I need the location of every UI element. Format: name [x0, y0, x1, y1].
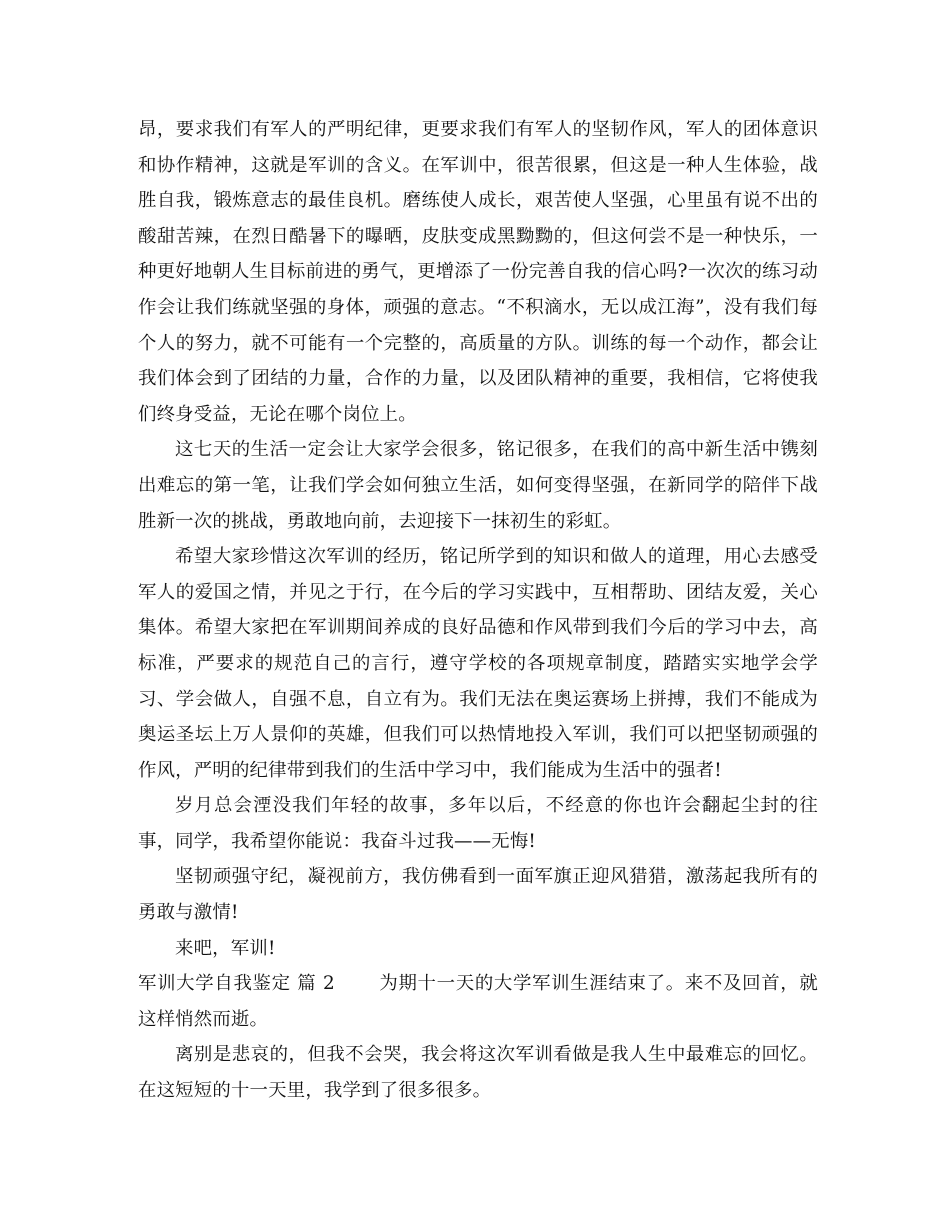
section-2 — [138, 966, 818, 1037]
paragraph-years: 岁月总会湮没我们年轻的故事，多年以后，不经意的你也许会翻起尘封的往事，同学，我希望你能说：我奋斗过我——无悔! — [138, 795, 818, 852]
paragraph-farewell: 离别是悲哀的，但我不会哭，我会将这次军训看做是我人生中最难忘的回忆。在这短短的十一天里，我学到了很多很多。 — [138, 1044, 818, 1102]
paragraph-seven-days: 这七天的生活一定会让大家学会很多，铭记很多，在我们的高中新生活中镌刻出难忘的第一笔，让我们学会如何独立生活，如何变得坚强，在新同学的陪伴下战胜新一次的挑战，勇敢地向前，去迎接下一抹初生的彩虹。 — [138, 439, 818, 532]
paragraph-come-on: 来吧，军训! — [175, 937, 276, 959]
section-2-heading: 军训大学自我鉴定 篇 2 — [138, 973, 335, 995]
section-2-lead-text: 为期十一天的大学军训生涯结束了。来不及回首，就这样悄然而逝。 — [138, 973, 818, 1030]
document-body — [138, 112, 818, 1109]
paragraph-continuation: 昂，要求我们有军人的严明纪律，更要求我们有军人的坚韧作风，军人的团体意识和协作精神，这就是军训的含义。在军训中，很苦很累，但这是一种人生体验，战胜自我，锻炼意志的最佳良机。磨练使人成长，艰苦使人坚强，心里虽有说不出的酸甜苦辣，在烈日酷暑下的曝晒，皮肤变成黑黝黝的，但这何尝不是一种快乐，一种更好地朝人生目标前进的勇气，更增添了一份完善自我的信心吗?一次次的练习动作会让我们练就坚强的身体，顽强的意志。“不积滴水，无以成江海”，没有我们每个人的努力，就不可能有一个完整的，高质量的方队。训练的每一个动作，都会让我们体会到了团结的力量，合作的力量，以及团队精神的重要，我相信，它将使我们终身受益，无论在哪个岗位上。 — [138, 119, 818, 425]
paragraph-hope: 希望大家珍惜这次军训的经历，铭记所学到的知识和做人的道理，用心去感受军人的爱国之情，并见之于行，在今后的学习实践中，互相帮助、团结友爱，关心集体。希望大家把在军训期间养成的良好品德和作风带到我们今后的学习中去，高标准，严要求的规范自己的言行，遵守学校的各项规章制度，踏踏实实地学会学习、学会做人，自强不息，自立有为。我们无法在奥运赛场上拼搏，我们不能成为奥运圣坛上万人景仰的英雄，但我们可以热情地投入军训，我们可以把坚韧顽强的作风，严明的纪律带到我们的生活中学习中，我们能成为生活中的强者! — [138, 546, 818, 781]
paragraph-persevere: 坚韧顽强守纪，凝视前方，我仿佛看到一面军旗正迎风猎猎，激荡起我所有的勇敢与激情! — [138, 866, 818, 924]
